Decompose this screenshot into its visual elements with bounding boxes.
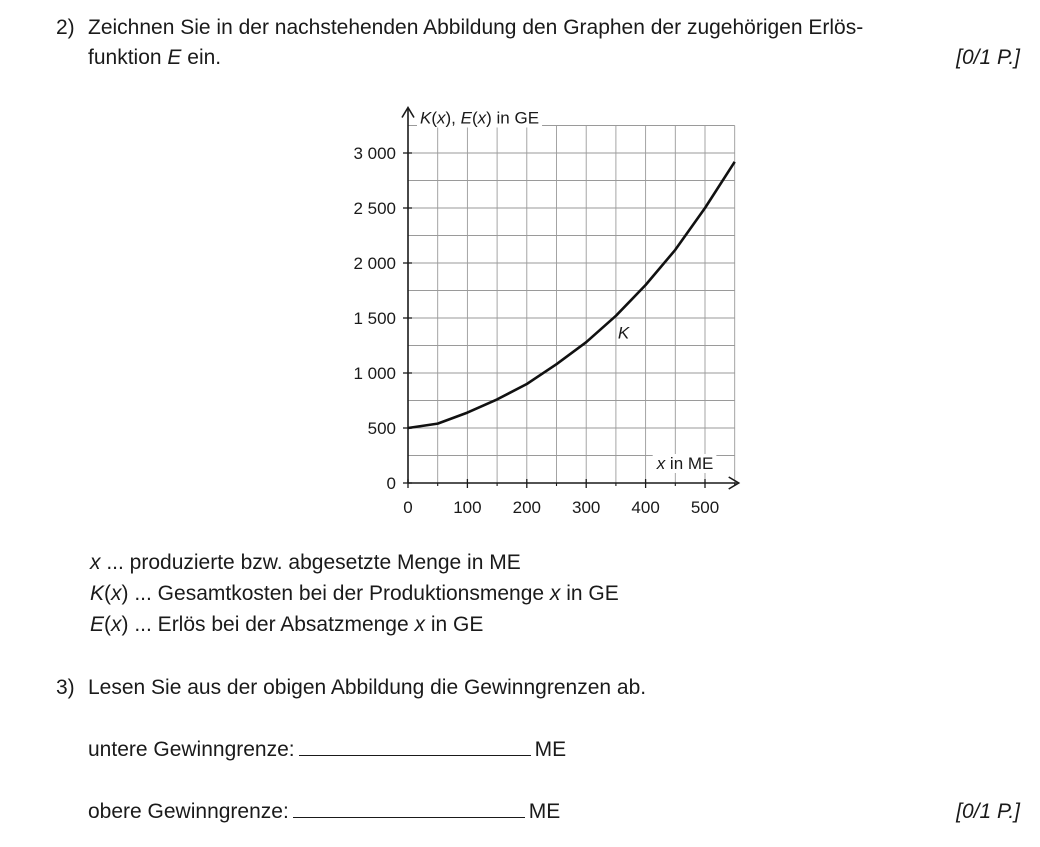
legend-x-text: ... produzierte bzw. abgesetzte Menge in ME	[100, 551, 521, 574]
y-tick-label: 1 500	[353, 309, 396, 328]
upper-bound-label: obere Gewinngrenze:	[88, 800, 289, 823]
lower-bound-label: untere Gewinngrenze:	[88, 738, 295, 761]
legend-e-unit: in GE	[425, 613, 484, 636]
legend-k-unit: in GE	[560, 582, 619, 605]
task3-instruction: Lesen Sie aus der obigen Abbildung die Gewinngrenzen ab.	[88, 676, 647, 699]
legend-e-paren: (	[104, 613, 112, 636]
legend-e-text: ) ... Erlös bei der Absatzmenge	[121, 613, 415, 636]
y-axis-label	[420, 109, 539, 128]
y-tick-label: 500	[367, 419, 396, 438]
axis-label-part: in ME	[665, 454, 714, 473]
task2-points: [0/1 P.]	[956, 46, 1020, 69]
legend-x-var: x	[90, 551, 101, 574]
upper-bound-answer-line[interactable]	[293, 799, 525, 818]
x-tick-label: 300	[572, 498, 601, 517]
chart-curves	[408, 162, 735, 428]
axis-label-part: x	[477, 108, 487, 128]
task3-number: 3)	[56, 676, 75, 699]
task2-number: 2)	[56, 16, 75, 39]
legend-k-text: ) ... Gesamtkosten bei der Produktionsmenge	[121, 582, 550, 605]
lower-bound-row	[88, 737, 566, 763]
chart-grid	[408, 126, 735, 484]
axis-label-part: (	[471, 108, 478, 128]
task3-points: [0/1 P.]	[956, 800, 1020, 823]
x-tick-label: 400	[631, 498, 660, 517]
curve-label-k: K	[617, 323, 630, 343]
chart-axes	[402, 108, 739, 490]
axis-label-part: ),	[445, 108, 461, 128]
legend-k-x: x	[111, 582, 122, 605]
y-tick-label: 0	[386, 474, 396, 493]
y-tick-label: 1 000	[353, 364, 396, 383]
x-axis-label	[656, 454, 714, 473]
axis-label-part: K	[420, 108, 432, 128]
axis-label-part: x	[656, 454, 666, 473]
legend-x	[90, 550, 521, 576]
legend-e	[90, 612, 483, 638]
legend-e-x: x	[111, 613, 122, 636]
task2-line1: Zeichnen Sie in der nachstehenden Abbildung den Graphen der zugehörigen Erlös-	[88, 16, 864, 39]
axis-label-part: ) in GE	[486, 108, 540, 128]
task2-var-e: E	[167, 46, 182, 69]
legend-k-paren: (	[104, 582, 112, 605]
legend-e-x2: x	[414, 613, 425, 636]
y-tick-label: 2 500	[353, 199, 396, 218]
curve-k	[408, 162, 735, 428]
axis-label-part: E	[460, 108, 472, 128]
upper-bound-unit: ME	[528, 800, 561, 823]
x-tick-label: 500	[690, 498, 720, 517]
lower-bound-answer-line[interactable]	[299, 737, 531, 756]
upper-bound-row	[88, 799, 560, 825]
legend-e-var: E	[90, 613, 105, 636]
cost-function-chart	[330, 88, 750, 528]
x-tick-label: 100	[453, 498, 482, 517]
legend-k	[90, 581, 619, 607]
legend-k-x2: x	[549, 582, 561, 605]
axis-label-part: (	[431, 108, 438, 128]
y-tick-label: 3 000	[353, 144, 396, 163]
y-tick-label: 2 000	[353, 254, 396, 273]
axis-label-part: x	[437, 108, 446, 128]
task2-line2	[88, 45, 221, 71]
x-tick-label: 200	[512, 498, 541, 517]
task2-line2-suffix: ein.	[187, 46, 222, 69]
x-tick-label: 0	[403, 498, 413, 517]
lower-bound-unit: ME	[534, 738, 567, 761]
task2-line2-prefix: funktion	[88, 46, 162, 69]
legend-k-var: K	[90, 582, 105, 605]
